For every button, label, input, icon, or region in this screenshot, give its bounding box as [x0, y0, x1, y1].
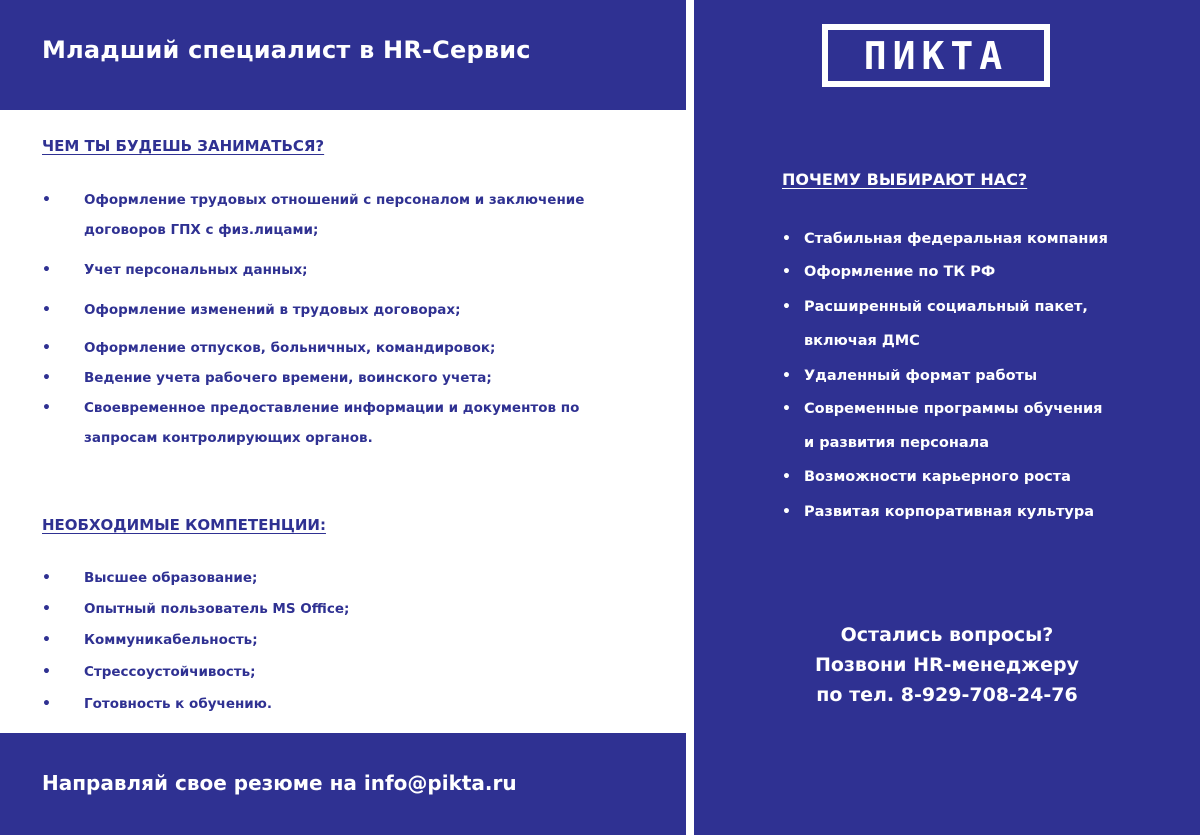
benefit-text: Развитая корпоративная культура — [804, 504, 1095, 520]
bullet-icon: • — [782, 231, 791, 247]
duty-text: Оформление изменений в трудовых договорах; — [84, 302, 461, 318]
benefit-text: Возможности карьерного роста — [804, 469, 1071, 485]
job-title: Младший специалист в HR-Сервис — [42, 36, 531, 64]
footer-banner — [0, 733, 686, 835]
why-heading: ПОЧЕМУ ВЫБИРАЮТ НАС? — [782, 170, 1028, 189]
bullet-icon: • — [42, 340, 51, 356]
benefit-text: включая ДМС — [804, 333, 920, 349]
skills-heading: НЕОБХОДИМЫЕ КОМПЕТЕНЦИИ: — [42, 516, 326, 534]
skill-text: Стрессоустойчивость; — [84, 664, 256, 680]
duty-text: Учет персональных данных; — [84, 262, 308, 278]
benefit-text: Оформление по ТК РФ — [804, 264, 996, 280]
skill-text: Коммуникабельность; — [84, 632, 258, 648]
bullet-icon: • — [42, 601, 51, 617]
contact-phone: по тел. 8-929-708-24-76 — [816, 684, 1078, 706]
bullet-icon: • — [42, 302, 51, 318]
logo-text: ПИКТА — [863, 33, 1009, 78]
bullet-icon: • — [42, 262, 51, 278]
duties-heading: ЧЕМ ТЫ БУДЕШЬ ЗАНИМАТЬСЯ? — [42, 137, 325, 155]
skill-text: Высшее образование; — [84, 570, 258, 586]
duty-text: Оформление трудовых отношений с персоналом и заключение — [84, 192, 585, 208]
company-panel — [694, 0, 1200, 835]
benefit-text: Стабильная федеральная компания — [804, 231, 1108, 247]
panel-divider — [686, 0, 694, 835]
duty-text: Ведение учета рабочего времени, воинского учета; — [84, 370, 492, 386]
bullet-icon: • — [42, 632, 51, 648]
duty-text: договоров ГПХ с физ.лицами; — [84, 222, 319, 238]
bullet-icon: • — [782, 469, 791, 485]
benefit-text: Современные программы обучения — [804, 401, 1103, 417]
resume-email-text: Направляй свое резюме на info@pikta.ru — [42, 771, 517, 795]
contact-line: Позвони HR-менеджеру — [814, 654, 1080, 676]
skill-text: Опытный пользователь MS Office; — [84, 601, 350, 617]
company-logo — [822, 24, 1050, 87]
bullet-icon: • — [42, 370, 51, 386]
duty-text: запросам контролирующих органов. — [84, 430, 373, 446]
contact-block — [694, 620, 1200, 710]
duty-text: Оформление отпусков, больничных, командировок; — [84, 340, 496, 356]
bullet-icon: • — [42, 696, 51, 712]
bullet-icon: • — [42, 570, 51, 586]
bullet-icon: • — [42, 664, 51, 680]
bullet-icon: • — [782, 401, 791, 417]
title-banner — [0, 0, 686, 110]
contact-line: Остались вопросы? — [840, 624, 1054, 646]
bullet-icon: • — [782, 299, 791, 315]
bullet-icon: • — [782, 264, 791, 280]
bullet-icon: • — [42, 400, 51, 416]
skill-text: Готовность к обучению. — [84, 696, 273, 712]
bullet-icon: • — [782, 504, 791, 520]
bullet-icon: • — [42, 192, 51, 208]
benefit-text: и развития персонала — [804, 435, 990, 451]
benefit-text: Расширенный социальный пакет, — [804, 299, 1088, 315]
benefit-text: Удаленный формат работы — [804, 368, 1038, 384]
duty-text: Своевременное предоставление информации и документов по — [84, 400, 580, 416]
bullet-icon: • — [782, 368, 791, 384]
